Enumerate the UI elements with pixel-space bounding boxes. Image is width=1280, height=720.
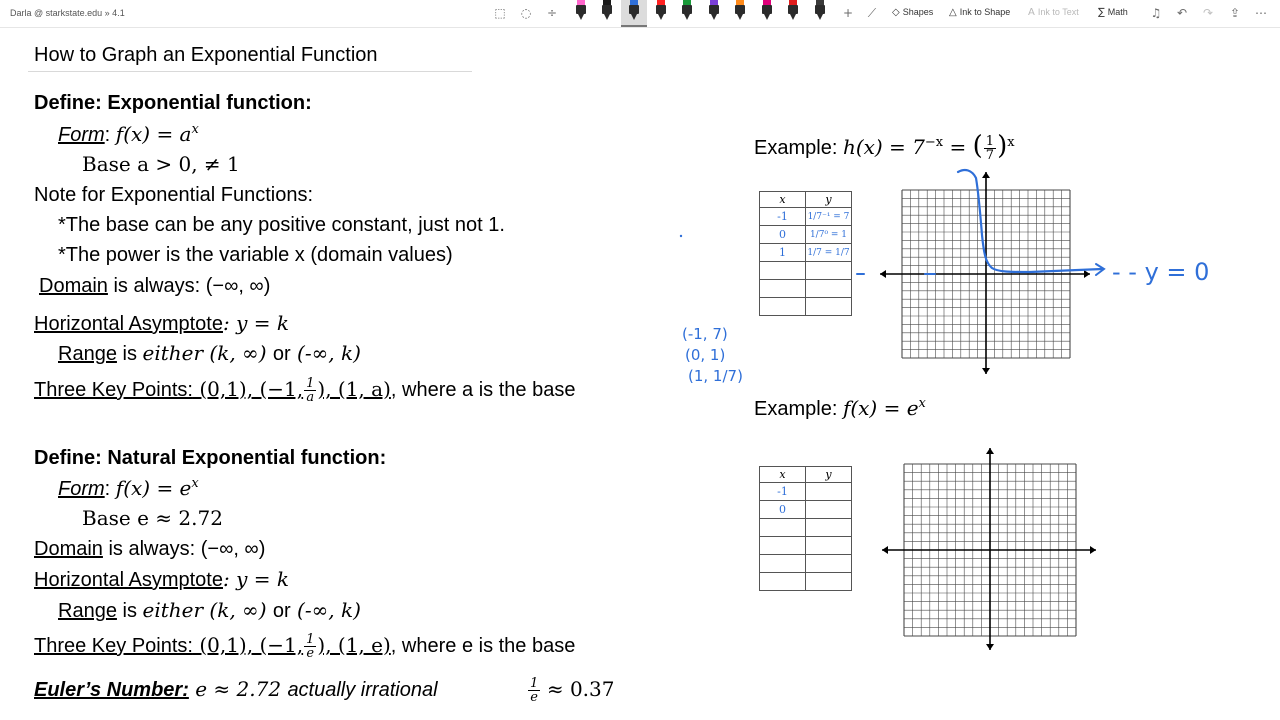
- example2-label: Example:: [754, 398, 838, 420]
- form2-expr: f(x) = e: [115, 476, 192, 500]
- share-icon[interactable]: ⇪: [1229, 6, 1241, 20]
- table1-y-cell: 1/7⁰ = 1: [806, 226, 852, 244]
- ink-to-shape-label: Ink to Shape: [959, 7, 1011, 17]
- table2-y-cell: [806, 483, 852, 501]
- range-expr2: (-∞, k): [290, 341, 361, 365]
- range2-is: is: [116, 600, 143, 622]
- table1-y-header: y: [806, 192, 852, 208]
- kp1-tail: , where a is the base: [390, 379, 576, 401]
- table1-x-cell: -1: [760, 208, 806, 226]
- table1-x-header: x: [760, 192, 806, 208]
- ex1-frac-den: 7: [985, 148, 995, 164]
- key-points1-line: [34, 377, 575, 404]
- range2-either: either: [142, 598, 204, 622]
- table1-y-cell: 1/7 = 1/7: [806, 244, 852, 262]
- range2-expr2: (-∞, k): [290, 598, 361, 622]
- coordinate-grid-2: [880, 448, 1098, 652]
- table-cell: [760, 298, 806, 316]
- kp2-fraction: [304, 633, 316, 660]
- domain2-line: [34, 537, 265, 561]
- point-annotation: (-1, 7): [682, 325, 728, 343]
- ha2-line: [34, 567, 289, 592]
- undo-icon[interactable]: ↶: [1176, 6, 1188, 20]
- ink-to-text-label: Ink to Text: [1037, 7, 1079, 17]
- axis-arrow: [880, 270, 886, 278]
- ink-toolbar: [0, 0, 1280, 28]
- axis-arrow: [1090, 546, 1096, 554]
- table-cell: [760, 519, 806, 537]
- ha1-line: [34, 311, 289, 336]
- pen-icon[interactable]: [760, 0, 774, 22]
- domain2-label: Domain: [34, 538, 103, 560]
- pen-icon[interactable]: [654, 0, 668, 22]
- kp2-b: ), (1, e): [317, 633, 391, 657]
- table-cell: [760, 262, 806, 280]
- kp1-frac-num: 1: [306, 376, 315, 392]
- ha-label: Horizontal Asymptote: [34, 313, 223, 335]
- table1-y-cell: 1/7⁻¹ = 7: [806, 208, 852, 226]
- form2-label: Form: [58, 478, 105, 500]
- eraser-select-icon[interactable]: ◌: [520, 6, 532, 20]
- title-underline: [28, 71, 472, 72]
- ruler-icon[interactable]: ⟋: [867, 6, 877, 20]
- form1-expr: f(x) = a: [115, 122, 192, 146]
- domain2-text: is always: (−∞, ∞): [102, 538, 266, 560]
- key-points2-label: Three Key Points:: [34, 635, 193, 657]
- example2-line: [754, 396, 926, 421]
- example1-expr: h(x) = 7: [842, 135, 925, 159]
- axis-arrow: [986, 448, 994, 454]
- more-options-icon[interactable]: ⋯: [1255, 6, 1267, 20]
- table-cell: [760, 573, 806, 591]
- table-cell: [760, 537, 806, 555]
- range1-line: [58, 341, 361, 366]
- ex1-frac-num: 1: [985, 134, 995, 150]
- kp2-tail: , where e is the base: [390, 635, 576, 657]
- table2-x-cell: 0: [760, 501, 806, 519]
- axis-arrow: [1084, 270, 1090, 278]
- point-annotation: (1, 1/7): [688, 367, 743, 385]
- form2-exponent: x: [191, 476, 199, 491]
- table2-y-header: y: [806, 467, 852, 483]
- example2-expr: f(x) = e: [842, 396, 919, 420]
- add-space-icon[interactable]: ÷: [546, 6, 558, 20]
- page-title: How to Graph an Exponential Function: [34, 44, 378, 66]
- euler-note: actually irrational: [287, 679, 438, 701]
- range-expr1: (k, ∞): [203, 341, 273, 365]
- add-pen-icon[interactable]: +: [842, 6, 854, 20]
- domain1-line: [39, 274, 270, 298]
- range2-line: [58, 598, 361, 623]
- table-row: [760, 537, 852, 555]
- note-1: *The base can be any positive constant, just not 1.: [58, 214, 505, 236]
- kp2-frac-den: e: [306, 646, 315, 662]
- def2-heading: Define: Natural Exponential function:: [34, 447, 387, 469]
- pen-icon[interactable]: [600, 0, 614, 22]
- inverse-e-value: ≈ 0.37: [546, 677, 615, 701]
- pen-icon[interactable]: [680, 0, 694, 22]
- math-button[interactable]: [1098, 7, 1128, 18]
- range-is: is: [116, 343, 143, 365]
- table-row: [760, 501, 852, 519]
- table-row: [760, 573, 852, 591]
- table-row: [760, 262, 852, 280]
- form1-exponent: x: [191, 122, 199, 137]
- point-annotation: (0, 1): [685, 346, 726, 364]
- table-cell: [760, 280, 806, 298]
- ink-to-text-button[interactable]: [1028, 7, 1079, 18]
- axis-arrow: [986, 644, 994, 650]
- example1-exponent: −x: [924, 135, 944, 150]
- table-cell: [806, 555, 852, 573]
- range2-expr1: (k, ∞): [203, 598, 273, 622]
- math-label: Math: [1107, 7, 1128, 17]
- table-cell: [806, 280, 852, 298]
- breadcrumb: Darla @ starkstate.edu » 4.1: [10, 8, 125, 18]
- math-icon: ∑: [1098, 7, 1105, 18]
- base2-line: Base e ≈ 2.72: [82, 506, 223, 530]
- key-points2-line: [34, 633, 575, 660]
- euler-expr: e ≈ 2.72: [188, 677, 288, 701]
- table-cell: [806, 519, 852, 537]
- range-or: or: [272, 343, 291, 365]
- form-label: Form: [58, 124, 105, 146]
- table-cell: [806, 573, 852, 591]
- kp2-a: (0,1), (−1,: [192, 633, 304, 657]
- ha-expr: : y = k: [222, 311, 289, 335]
- kp1-b: ), (1, a): [317, 377, 391, 401]
- inverse-e-fraction: [528, 677, 540, 704]
- def1-heading: Define: Exponential function:: [34, 92, 312, 114]
- ink-to-shape-icon: △: [949, 7, 957, 18]
- table-row: [760, 298, 852, 316]
- table1-x-cell: 1: [760, 244, 806, 262]
- shapes-icon: ◇: [892, 7, 900, 18]
- key-points-label: Three Key Points:: [34, 379, 193, 401]
- example1-label: Example:: [754, 137, 838, 159]
- range2-label: Range: [58, 600, 117, 622]
- table-row: [760, 244, 852, 262]
- pen-icon[interactable]: [627, 0, 641, 22]
- inv-e-num: 1: [530, 676, 539, 692]
- inv-e-den: e: [530, 690, 538, 706]
- lasso-select-icon[interactable]: ⬚: [494, 6, 506, 20]
- pen-icon[interactable]: [574, 0, 588, 22]
- ink-to-shape-button[interactable]: [949, 7, 1010, 18]
- table-row: [760, 280, 852, 298]
- range2-or: or: [272, 600, 291, 622]
- example1-rparen: ): [997, 131, 1008, 161]
- table2-y-cell: [806, 501, 852, 519]
- range-either: either: [142, 341, 204, 365]
- example1-fraction: [984, 135, 996, 162]
- example1-line: [754, 131, 1015, 164]
- range-label: Range: [58, 343, 117, 365]
- table-row: [760, 519, 852, 537]
- form1-line: Form: $f(x) = a^x$: [58, 122, 199, 146]
- redo-icon[interactable]: ↷: [1202, 6, 1214, 20]
- note-heading: Note for Exponential Functions:: [34, 184, 314, 206]
- coordinate-grid-1: [880, 170, 1090, 376]
- base1-line: Base a > 0, ≠ 1: [82, 152, 240, 176]
- table-row: [760, 226, 852, 244]
- example1-lparen: (: [972, 131, 983, 161]
- ink-replay-icon[interactable]: ♫: [1150, 6, 1162, 20]
- domain-text: is always: (−∞, ∞): [107, 275, 271, 297]
- example1-outer-exponent: x: [1007, 135, 1015, 150]
- kp2-frac-num: 1: [306, 632, 315, 648]
- table-cell: [806, 262, 852, 280]
- pen-icon[interactable]: [786, 0, 800, 22]
- axis-arrow: [882, 546, 888, 554]
- value-table-2: [759, 466, 852, 591]
- ha2-expr: : y = k: [222, 567, 289, 591]
- kp1-a: (0,1), (−1,: [192, 377, 304, 401]
- euler-label: Euler’s Number:: [34, 679, 189, 701]
- table2-x-cell: -1: [760, 483, 806, 501]
- pen-icon[interactable]: [813, 0, 827, 22]
- table-cell: [760, 555, 806, 573]
- kp1-frac-den: a: [306, 390, 315, 406]
- arrow-head-ink: [1096, 264, 1104, 275]
- table-row: [760, 555, 852, 573]
- stray-dot-ink: [680, 235, 682, 237]
- value-table-1: [759, 191, 852, 316]
- table-cell: [806, 298, 852, 316]
- shapes-button[interactable]: [892, 7, 933, 18]
- table-cell: [806, 537, 852, 555]
- kp1-fraction: [304, 377, 316, 404]
- ha2-label: Horizontal Asymptote: [34, 569, 223, 591]
- example1-eq: =: [943, 135, 973, 159]
- pen-icon[interactable]: [707, 0, 721, 22]
- table2-x-header: x: [760, 467, 806, 483]
- table1-x-cell: 0: [760, 226, 806, 244]
- shapes-label: Shapes: [902, 7, 934, 17]
- axis-arrow: [982, 172, 990, 178]
- pen-icon[interactable]: [733, 0, 747, 22]
- note-2: *The power is the variable x (domain values): [58, 244, 453, 266]
- ink-to-text-icon: A: [1028, 7, 1035, 18]
- inverse-e-line: [527, 677, 615, 704]
- domain-label: Domain: [39, 275, 108, 297]
- form2-line: Form: $f(x) = e^x$: [58, 476, 199, 500]
- example2-exponent: x: [918, 396, 926, 411]
- table-row: [760, 208, 852, 226]
- asymptote-annotation: - - y = 0: [1112, 258, 1210, 286]
- axis-arrow: [982, 368, 990, 374]
- euler-line: [34, 677, 438, 702]
- table-row: [760, 483, 852, 501]
